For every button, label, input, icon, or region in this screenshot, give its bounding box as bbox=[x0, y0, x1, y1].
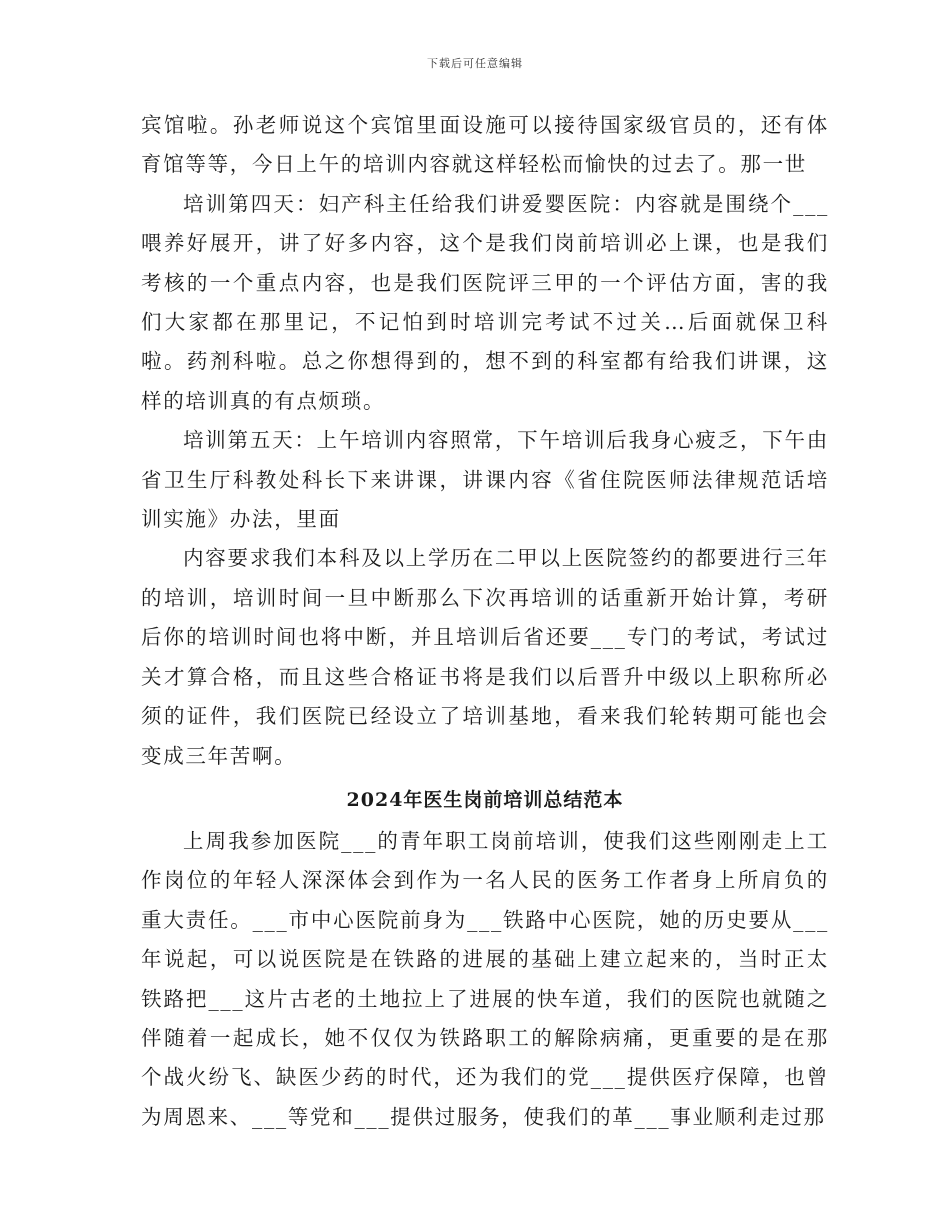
paragraph-hotel: 宾馆啦。孙老师说这个宾馆里面设施可以接待国家级官员的，还有体育馆等等，今日上午的培训内容就这样轻松而愉快的过去了。那一世 bbox=[141, 113, 829, 177]
paragraph-day-four: 培训第四天：妇产科主任给我们讲爱婴医院：内容就是围绕个___喂养好展开，讲了好多内容，这个是我们岗前培训必上课，也是我们考核的一个重点内容，也是我们医院评三甲的一个评估方面，害的我们大家都在那里记，不记怕到时培训完考试不过关…后面就保卫科啦。药剂科啦。总之你想得到的，想不到的科室都有给我们讲课，这样的培训真的有点烦琐。 bbox=[141, 191, 829, 413]
page-header: 下载后可任意编辑 bbox=[427, 57, 523, 70]
paragraph-requirements: 内容要求我们本科及以上学历在二甲以上医院签约的都要进行三年的培训，培训时间一旦中断那么下次再培训的话重新开始计算，考研后你的培训时间也将中断，并且培训后省还要___专门的考试，考试过关才算合格，而且这些合格证书将是我们以后晋升中级以上职称所必须的证件，我们医院已经设立了培训基地，看来我们轮转期可能也会变成三年苦啊。 bbox=[141, 546, 829, 768]
paragraph-summary: 上周我参加医院___的青年职工岗前培训，使我们这些刚刚走上工作岗位的年轻人深深体会到作为一名人民的医务工作者身上所肩负的重大责任。___市中心医院前身为___铁路中心医院，她的历史要从___年说起，可以说医院是在铁路的进展的基础上建立起来的，当时正太铁路把___这片古老的土地拉上了进展的快车道，我们的医院也就随之伴随着一起成长，她不仅仅为铁路职工的解除病痛，更重要的是在那个战火纷飞、缺医少药的时代，还为我们的党___提供医疗保障，也曾为周恩来、___等党和___提供过服务，使我们的革___事业顺利走过那 bbox=[141, 828, 829, 1129]
document-body bbox=[141, 106, 829, 1137]
paragraph-day-five: 培训第五天：上午培训内容照常，下午培训后我身心疲乏，下午由省卫生厅科教处科长下来讲课，讲课内容《省住院医师法律规范话培训实施》办法，里面 bbox=[141, 428, 829, 532]
section-title: 2024年医生岗前培训总结范本 bbox=[346, 788, 624, 811]
